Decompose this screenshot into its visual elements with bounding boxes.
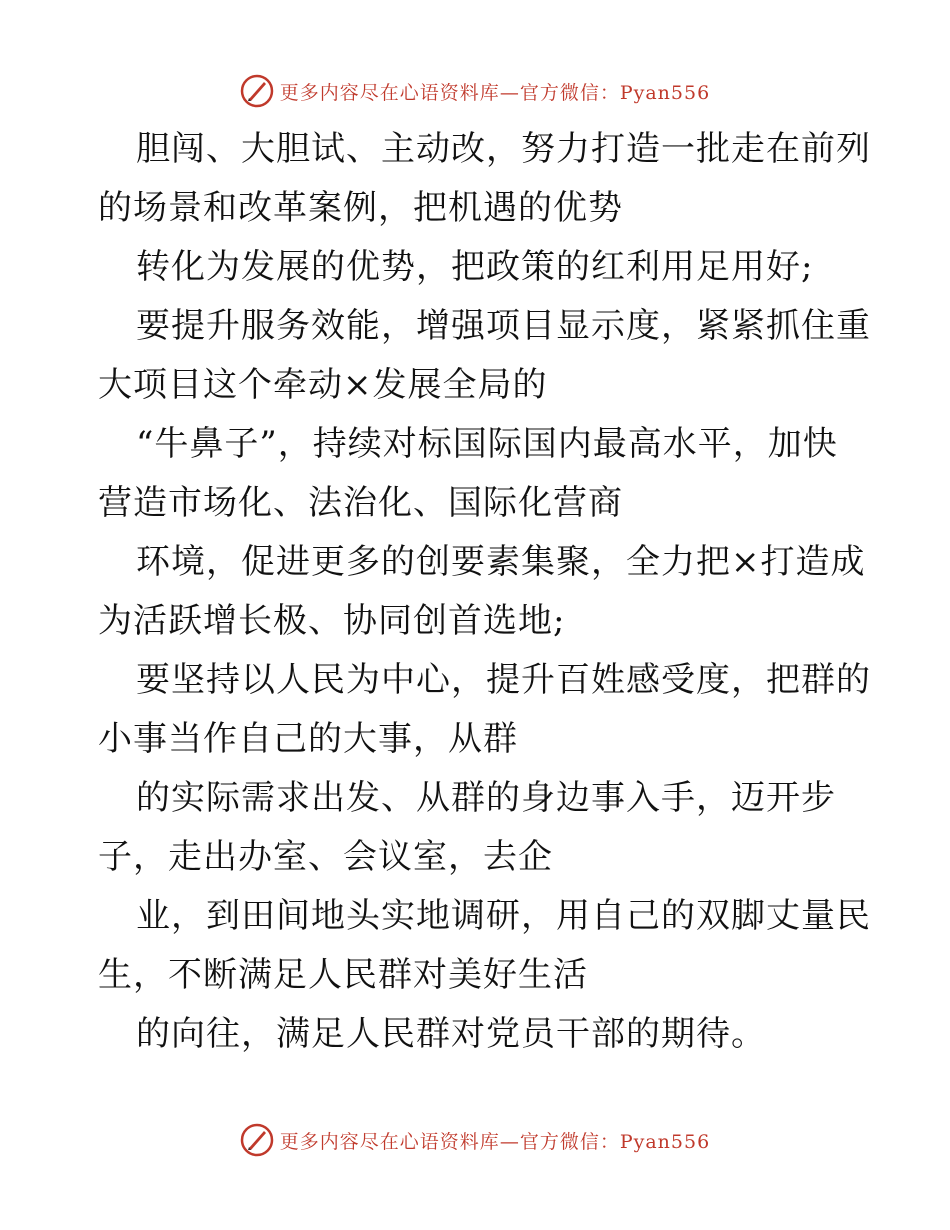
footer-banner [0,1120,950,1160]
body-line: 环境，促进更多的创要素集聚，全力把×打造成 [136,542,866,582]
header-wechat-id: Pyan556 [619,81,711,104]
header-prefix: 更多内容尽在心语资料库 [279,81,500,104]
footer-wechat-id: Pyan556 [619,1130,711,1153]
body-line: 小事当作自己的大事，从群 [98,719,518,759]
quill-logo-icon [240,74,274,108]
footer-separator: — [499,1130,520,1153]
body-line: 的场景和改革案例，把机遇的优势 [98,188,623,228]
body-line: 为活跃增长极、协同创首选地; [98,601,566,641]
quill-logo-icon [240,1123,274,1157]
body-line: 业，到田间地头实地调研，用自己的双脚丈量民 [136,896,871,936]
body-line: 胆闯、大胆试、主动改，努力打造一批走在前列 [136,129,871,169]
body-line: 营造市场化、法治化、国际化营商 [98,483,623,523]
body-line: 转化为发展的优势，把政策的红利用足用好; [136,247,814,287]
body-line: 子，走出办室、会议室，去企 [98,837,553,877]
header-wechat-label: 官方微信： [519,81,620,104]
footer-text [280,1127,710,1154]
body-line: 要坚持以人民为中心，提升百姓感受度，把群的 [136,660,871,700]
body-line: 的实际需求出发、从群的身边事入手，迈开步 [136,778,836,818]
body-line: 的向往，满足人民群对党员干部的期待。 [136,1014,766,1054]
body-line: 生，不断满足人民群对美好生活 [98,955,588,995]
header-text [280,78,710,105]
footer-prefix: 更多内容尽在心语资料库 [279,1130,500,1153]
body-line: 要提升服务效能，增强项目显示度，紧紧抓住重 [136,306,871,346]
body-line: 大项目这个牵动×发展全局的 [98,365,548,405]
header-separator: — [499,81,520,104]
body-line: “牛鼻子”，持续对标国际国内最高水平，加快 [136,424,838,464]
document-body [98,120,871,1064]
footer-wechat-label: 官方微信： [519,1130,620,1153]
header-banner [0,71,950,111]
